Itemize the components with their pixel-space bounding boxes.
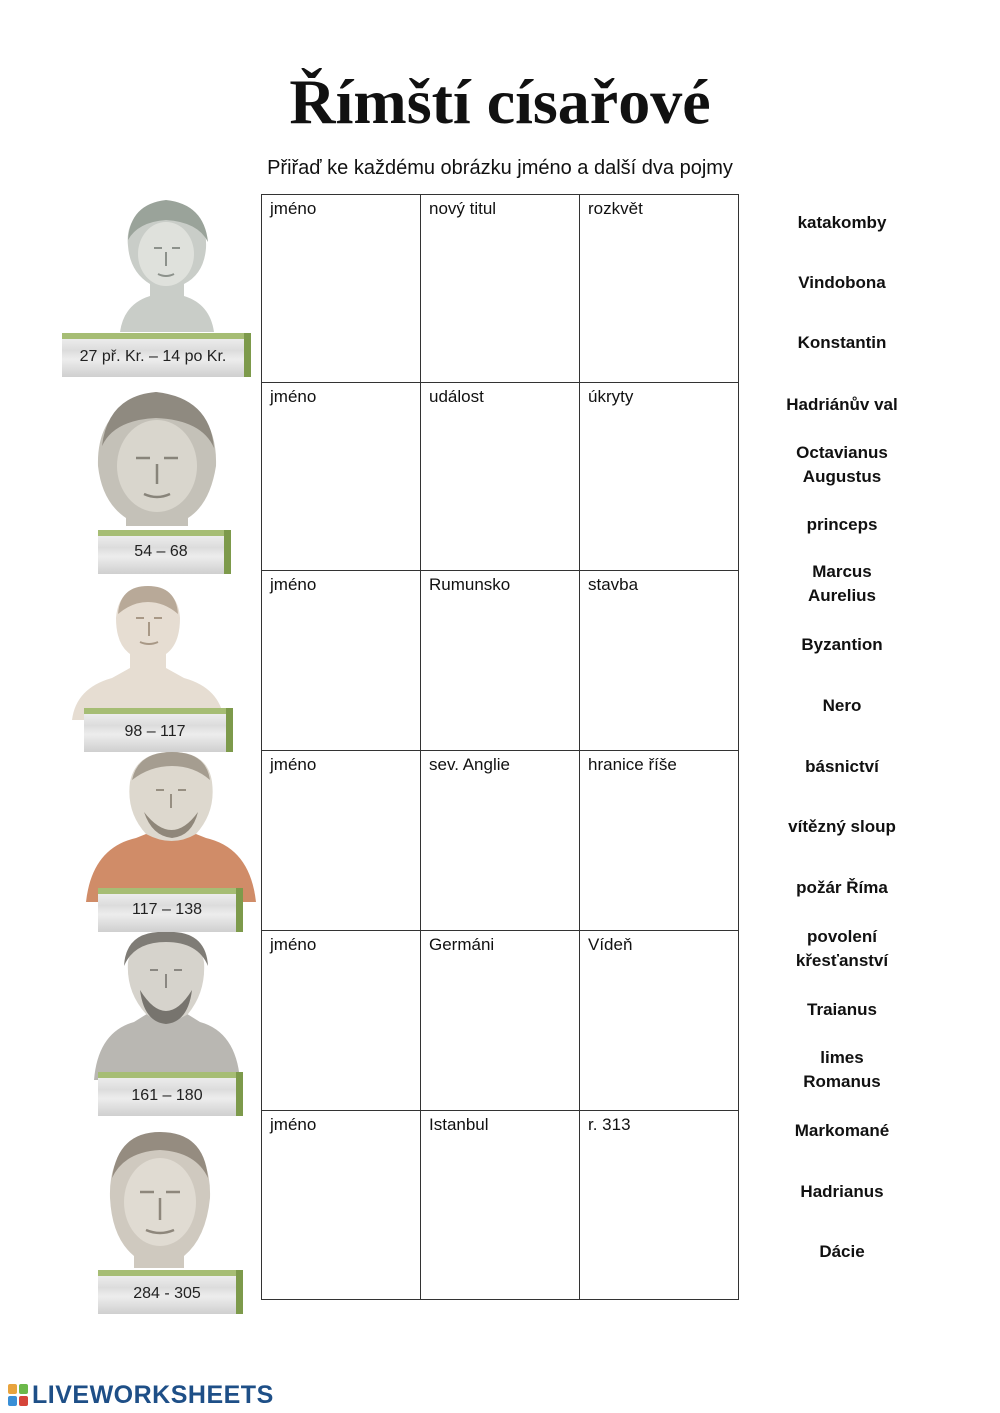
table-row bbox=[262, 751, 739, 931]
table-row bbox=[262, 1111, 739, 1300]
word-label: básnictví bbox=[805, 757, 879, 776]
word-label: Augustus bbox=[802, 467, 882, 486]
table-row bbox=[262, 195, 739, 383]
word-label: Byzantion bbox=[801, 635, 883, 654]
footer-brand bbox=[8, 1378, 274, 1412]
date-plaque-3: 98 – 117 bbox=[84, 708, 233, 752]
date-plaque-5: 161 – 180 bbox=[98, 1072, 243, 1116]
word-label: Konstantin bbox=[797, 333, 887, 352]
date-plaque-4: 117 – 138 bbox=[98, 888, 243, 932]
word-label: Hadriánův val bbox=[786, 395, 898, 414]
answer-cell[interactable]: Vídeň bbox=[580, 931, 739, 1111]
answer-cell[interactable]: jméno bbox=[262, 931, 421, 1111]
answer-cell[interactable]: stavba bbox=[580, 571, 739, 751]
word-label: Traianus bbox=[807, 1000, 877, 1019]
word-label: požár Říma bbox=[796, 878, 888, 897]
word-bank-item[interactable] bbox=[770, 560, 914, 608]
answer-cell[interactable]: hranice říše bbox=[580, 751, 739, 931]
bust-image-2 bbox=[92, 386, 222, 526]
brand-name: LIVEWORKSHEETS bbox=[32, 1380, 274, 1409]
bust-image-6 bbox=[104, 1128, 214, 1268]
word-bank-item[interactable] bbox=[770, 331, 914, 355]
word-bank-item[interactable] bbox=[770, 1046, 914, 1094]
word-bank-item[interactable] bbox=[770, 1180, 914, 1204]
word-bank-item[interactable] bbox=[770, 925, 914, 973]
word-bank-item[interactable] bbox=[770, 513, 914, 537]
word-bank-item[interactable] bbox=[770, 876, 914, 900]
answer-cell[interactable]: r. 313 bbox=[580, 1111, 739, 1300]
word-bank-item[interactable] bbox=[770, 633, 914, 657]
date-plaque-6: 284 - 305 bbox=[98, 1270, 243, 1314]
word-bank-item[interactable] bbox=[770, 441, 914, 489]
word-label: katakomby bbox=[797, 213, 887, 232]
answer-cell[interactable]: rozkvět bbox=[580, 195, 739, 383]
word-label: vítězný sloup bbox=[788, 817, 896, 836]
bust-image-1 bbox=[110, 196, 222, 332]
answer-cell[interactable]: úkryty bbox=[580, 383, 739, 571]
table-row bbox=[262, 931, 739, 1111]
answer-cell[interactable]: jméno bbox=[262, 751, 421, 931]
answer-cell[interactable]: sev. Anglie bbox=[421, 751, 580, 931]
word-label: Markomané bbox=[794, 1121, 890, 1140]
word-bank-item[interactable] bbox=[770, 1119, 914, 1143]
answer-cell[interactable]: jméno bbox=[262, 383, 421, 571]
instructions: Přiřaď ke každému obrázku jméno a další dva pojmy bbox=[267, 157, 733, 179]
answer-cell[interactable]: jméno bbox=[262, 195, 421, 383]
answer-cell[interactable]: jméno bbox=[262, 571, 421, 751]
word-bank-item[interactable] bbox=[770, 393, 914, 417]
word-label: Dácie bbox=[819, 1242, 865, 1261]
liveworksheets-logo-icon bbox=[8, 1384, 28, 1406]
answer-cell[interactable]: Rumunsko bbox=[421, 571, 580, 751]
word-bank-item[interactable] bbox=[770, 815, 914, 839]
word-label: křesťanství bbox=[795, 951, 889, 970]
word-bank-item[interactable] bbox=[770, 1240, 914, 1264]
word-label: Nero bbox=[822, 696, 862, 715]
word-label: Hadrianus bbox=[800, 1182, 884, 1201]
word-bank-item[interactable] bbox=[770, 694, 914, 718]
table-row bbox=[262, 383, 739, 571]
word-label: princeps bbox=[806, 515, 878, 534]
word-bank-item[interactable] bbox=[770, 998, 914, 1022]
table-row bbox=[262, 571, 739, 751]
page-title: Římští císařové bbox=[289, 66, 711, 137]
word-bank-item[interactable] bbox=[770, 755, 914, 779]
answer-cell[interactable]: událost bbox=[421, 383, 580, 571]
answer-cell[interactable]: Istanbul bbox=[421, 1111, 580, 1300]
bust-image-5 bbox=[94, 932, 240, 1080]
bust-image-4 bbox=[86, 752, 256, 902]
word-label: limes bbox=[820, 1048, 864, 1067]
word-label: Vindobona bbox=[798, 273, 886, 292]
answer-cell[interactable]: nový titul bbox=[421, 195, 580, 383]
bust-image-3 bbox=[72, 584, 224, 720]
date-plaque-1: 27 př. Kr. – 14 po Kr. bbox=[62, 333, 251, 377]
word-label: Octavianus bbox=[796, 443, 888, 462]
matching-table bbox=[261, 194, 739, 1300]
date-plaque-2: 54 – 68 bbox=[98, 530, 231, 574]
word-bank-item[interactable] bbox=[770, 271, 914, 295]
word-label: Marcus bbox=[812, 562, 872, 581]
word-bank-item[interactable] bbox=[770, 211, 914, 235]
answer-cell[interactable]: Germáni bbox=[421, 931, 580, 1111]
answer-cell[interactable]: jméno bbox=[262, 1111, 421, 1300]
word-label: povolení bbox=[807, 927, 877, 946]
word-label: Romanus bbox=[803, 1072, 881, 1091]
word-label: Aurelius bbox=[807, 586, 877, 605]
